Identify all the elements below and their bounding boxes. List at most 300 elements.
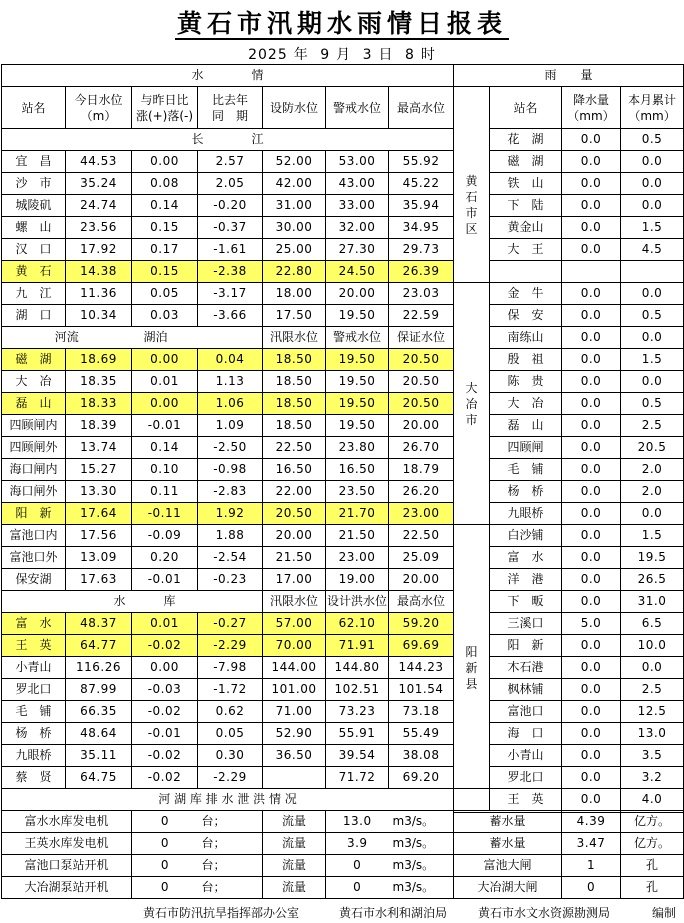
rain-month-total: 3.5 xyxy=(621,745,684,767)
yangtze-value: 17.50 xyxy=(263,305,326,327)
yangtze-value: 22.80 xyxy=(263,261,326,283)
storage-value: 4.39 xyxy=(562,811,621,833)
discharge-facility-name: 王英水库发电机 xyxy=(2,833,132,855)
lake-value: 20.00 xyxy=(263,525,326,547)
reservoir-value: -0.02 xyxy=(132,635,198,657)
discharge-flow-label: 流量 xyxy=(263,811,326,833)
reservoir-value: -2.29 xyxy=(198,767,263,789)
discharge-unit-count: 0 xyxy=(132,855,198,877)
lake-value: -0.01 xyxy=(132,569,198,591)
rain-station-name: 罗北口 xyxy=(490,767,562,789)
table-row xyxy=(2,393,454,415)
reservoir-station-name: 王 英 xyxy=(2,635,66,657)
lake-value: 0.01 xyxy=(132,371,198,393)
lake-value: 21.50 xyxy=(263,547,326,569)
rain-column-header: 本月累计 （mm） xyxy=(621,87,684,129)
discharge-flow-unit: m3/s。 xyxy=(389,855,454,877)
storage-label: 蓄水量 xyxy=(454,833,562,855)
lake-value: 18.50 xyxy=(263,393,326,415)
table-row xyxy=(2,525,454,547)
lake-value: 26.70 xyxy=(389,437,454,459)
reservoir-value: 73.18 xyxy=(389,701,454,723)
storage-label: 富池大闸 xyxy=(454,855,562,877)
lake-value: 26.20 xyxy=(389,481,454,503)
rain-month-total: 0.0 xyxy=(621,151,684,173)
footer-compiled: 编制 xyxy=(652,906,677,920)
rain-table xyxy=(453,64,684,813)
reservoir-value: 71.00 xyxy=(263,701,326,723)
rain-spacer-cell xyxy=(490,261,562,283)
table-row xyxy=(2,613,454,635)
yangtze-value: 35.24 xyxy=(66,173,132,195)
lake-value: 18.35 xyxy=(66,371,132,393)
rain-station-name: 大 冶 xyxy=(490,393,562,415)
footer-org-1: 黄石市防汛抗旱指挥部办公室 xyxy=(143,906,300,920)
reservoir-station-name: 毛 铺 xyxy=(2,701,66,723)
reservoir-value: 71.91 xyxy=(326,635,389,657)
yangtze-value: -1.61 xyxy=(198,239,263,261)
lake-header-flood-limit: 汛限水位 xyxy=(263,327,326,349)
lake-value: 20.50 xyxy=(389,371,454,393)
reservoir-value: 0.62 xyxy=(198,701,263,723)
discharge-unit-count: 0 xyxy=(132,811,198,833)
yangtze-value: 30.00 xyxy=(263,217,326,239)
yangtze-value: 43.00 xyxy=(326,173,389,195)
yangtze-value: 55.92 xyxy=(389,151,454,173)
yangtze-value: 18.00 xyxy=(263,283,326,305)
lake-header-guarantee: 保证水位 xyxy=(389,327,454,349)
lake-value: 20.50 xyxy=(389,393,454,415)
date-year-unit: 年 xyxy=(293,47,309,63)
lake-value: -2.54 xyxy=(198,547,263,569)
reservoir-value: -0.27 xyxy=(198,613,263,635)
reservoir-value: 64.77 xyxy=(66,635,132,657)
table-row xyxy=(2,723,454,745)
table-row xyxy=(454,65,684,87)
lake-value: 18.39 xyxy=(66,415,132,437)
discharge-header-blank xyxy=(454,789,684,811)
discharge-flow-label: 流量 xyxy=(263,877,326,899)
reservoir-header-flood-limit: 汛限水位 xyxy=(263,591,326,613)
rain-amount: 0.0 xyxy=(562,679,621,701)
rain-month-total: 0.5 xyxy=(621,305,684,327)
rain-month-total: 1.5 xyxy=(621,349,684,371)
lake-value: 17.63 xyxy=(66,569,132,591)
reservoir-value xyxy=(263,767,326,789)
lake-header-river: 河流 xyxy=(2,327,132,349)
table-row xyxy=(2,481,454,503)
reservoir-value: 39.54 xyxy=(326,745,389,767)
discharge-unit-label: 台； xyxy=(198,833,263,855)
reservoir-value: 38.08 xyxy=(389,745,454,767)
discharge-table xyxy=(1,788,684,899)
lake-value: 20.50 xyxy=(389,349,454,371)
yangtze-value: 0.15 xyxy=(132,261,198,283)
rain-station-name: 保 安 xyxy=(490,305,562,327)
lake-value: 19.50 xyxy=(326,415,389,437)
yangtze-value: -0.37 xyxy=(198,217,263,239)
table-row xyxy=(2,833,684,855)
reservoir-value: 101.54 xyxy=(389,679,454,701)
yangtze-value: 29.73 xyxy=(389,239,454,261)
lake-value: 22.00 xyxy=(263,481,326,503)
lake-value: 16.50 xyxy=(263,459,326,481)
lake-station-name: 富池口外 xyxy=(2,547,66,569)
table-row xyxy=(2,217,454,239)
lake-value: 19.50 xyxy=(326,393,389,415)
table-row xyxy=(2,811,684,833)
lake-value: 13.74 xyxy=(66,437,132,459)
reservoir-value: 57.00 xyxy=(263,613,326,635)
discharge-unit-count: 0 xyxy=(132,833,198,855)
table-row xyxy=(2,437,454,459)
discharge-flow-value: 13.0 xyxy=(326,811,389,833)
lake-value: -0.09 xyxy=(132,525,198,547)
yangtze-value: -0.20 xyxy=(198,195,263,217)
lake-value: 20.00 xyxy=(389,415,454,437)
lake-value: 13.09 xyxy=(66,547,132,569)
yangtze-value: 34.95 xyxy=(389,217,454,239)
yangtze-value: 0.05 xyxy=(132,283,198,305)
reservoir-value: 48.37 xyxy=(66,613,132,635)
lake-value: 18.33 xyxy=(66,393,132,415)
rain-month-total: 20.5 xyxy=(621,437,684,459)
discharge-unit-label: 台； xyxy=(198,855,263,877)
lake-value: 1.09 xyxy=(198,415,263,437)
discharge-facility-name: 富水水库发电机 xyxy=(2,811,132,833)
rain-month-total: 3.2 xyxy=(621,767,684,789)
rain-month-total: 6.5 xyxy=(621,613,684,635)
lake-value: 13.30 xyxy=(66,481,132,503)
water-table xyxy=(1,64,454,789)
rain-station-name: 铁 山 xyxy=(490,173,562,195)
yangtze-value: -2.38 xyxy=(198,261,263,283)
rain-amount: 0.0 xyxy=(562,173,621,195)
rain-station-name: 毛 铺 xyxy=(490,459,562,481)
storage-label: 大冶湖大闸 xyxy=(454,877,562,899)
rain-region-header-blank xyxy=(454,87,490,129)
lake-value: 22.50 xyxy=(263,437,326,459)
lake-value: 1.88 xyxy=(198,525,263,547)
rain-amount: 0.0 xyxy=(562,217,621,239)
lake-value: -0.01 xyxy=(132,415,198,437)
reservoir-station-name: 蔡 贤 xyxy=(2,767,66,789)
yangtze-value: 17.92 xyxy=(66,239,132,261)
storage-value: 3.47 xyxy=(562,833,621,855)
rain-station-name: 殷 祖 xyxy=(490,349,562,371)
reservoir-value: 144.23 xyxy=(389,657,454,679)
reservoir-value: 0.01 xyxy=(132,613,198,635)
reservoir-value: 55.91 xyxy=(326,723,389,745)
table-row xyxy=(2,305,454,327)
yangtze-value: 31.00 xyxy=(263,195,326,217)
yangtze-value: 24.74 xyxy=(66,195,132,217)
rain-amount: 0.0 xyxy=(562,327,621,349)
yangtze-value: 0.03 xyxy=(132,305,198,327)
lake-value: 18.79 xyxy=(389,459,454,481)
yangtze-value: 23.56 xyxy=(66,217,132,239)
rain-month-total: 0.5 xyxy=(621,393,684,415)
discharge-section-header: 河 湖 库 排 水 泄 洪 情 况 xyxy=(2,789,454,811)
lake-value: 18.50 xyxy=(263,371,326,393)
lake-station-name: 大 冶 xyxy=(2,371,66,393)
rain-month-total: 0.5 xyxy=(621,129,684,151)
reservoir-value: 0.00 xyxy=(132,657,198,679)
lake-value: 15.27 xyxy=(66,459,132,481)
rain-station-name: 磊 山 xyxy=(490,415,562,437)
rain-station-name: 花 湖 xyxy=(490,129,562,151)
rain-amount: 0.0 xyxy=(562,349,621,371)
yangtze-value: 0.00 xyxy=(132,151,198,173)
rain-month-total: 2.5 xyxy=(621,415,684,437)
rain-amount: 0.0 xyxy=(562,767,621,789)
lake-header-warning: 警戒水位 xyxy=(326,327,389,349)
reservoir-station-name: 杨 桥 xyxy=(2,723,66,745)
lake-value: 19.00 xyxy=(326,569,389,591)
rain-amount: 0.0 xyxy=(562,129,621,151)
discharge-flow-value: 0 xyxy=(326,877,389,899)
rain-spacer-cell xyxy=(562,261,621,283)
table-row xyxy=(2,701,454,723)
yangtze-value: 2.05 xyxy=(198,173,263,195)
lake-value: 0.10 xyxy=(132,459,198,481)
rain-column-header: 站名 xyxy=(490,87,562,129)
lake-value: 21.50 xyxy=(326,525,389,547)
storage-value: 0 xyxy=(562,877,621,899)
rain-amount: 0.0 xyxy=(562,459,621,481)
discharge-flow-unit: m3/s。 xyxy=(389,833,454,855)
rain-amount: 0.0 xyxy=(562,525,621,547)
rain-amount: 0.0 xyxy=(562,503,621,525)
rain-station-name: 枫林铺 xyxy=(490,679,562,701)
yangtze-station-name: 螺 山 xyxy=(2,217,66,239)
storage-label: 蓄水量 xyxy=(454,811,562,833)
rain-amount: 0.0 xyxy=(562,239,621,261)
rain-station-name: 阳 新 xyxy=(490,635,562,657)
table-row xyxy=(2,657,454,679)
storage-unit: 亿方。 xyxy=(621,811,684,833)
rain-station-name: 四顾闸 xyxy=(490,437,562,459)
yangtze-station-name: 沙 市 xyxy=(2,173,66,195)
lake-value: 1.13 xyxy=(198,371,263,393)
reservoir-value: 52.90 xyxy=(263,723,326,745)
rain-amount: 5.0 xyxy=(562,613,621,635)
discharge-flow-value: 3.9 xyxy=(326,833,389,855)
yangtze-value: 24.50 xyxy=(326,261,389,283)
lake-station-name: 富池口内 xyxy=(2,525,66,547)
lake-value: 17.00 xyxy=(263,569,326,591)
rain-amount: 0.0 xyxy=(562,723,621,745)
yangtze-value: 10.34 xyxy=(66,305,132,327)
table-row xyxy=(2,87,454,129)
rain-month-total: 13.0 xyxy=(621,723,684,745)
rain-station-name: 白沙铺 xyxy=(490,525,562,547)
reservoir-header-b: 库 xyxy=(132,591,263,613)
yangtze-value: 0.17 xyxy=(132,239,198,261)
rain-station-name: 富池口 xyxy=(490,701,562,723)
lake-station-name: 四顾闸内 xyxy=(2,415,66,437)
rain-amount: 0.0 xyxy=(562,305,621,327)
yangtze-value: 14.38 xyxy=(66,261,132,283)
storage-unit: 孔 xyxy=(621,877,684,899)
yangtze-station-name: 汉 口 xyxy=(2,239,66,261)
table-row xyxy=(454,525,684,547)
rain-month-total: 0.0 xyxy=(621,657,684,679)
rain-month-total: 2.0 xyxy=(621,459,684,481)
reservoir-value: 116.26 xyxy=(66,657,132,679)
rain-amount: 0.0 xyxy=(562,437,621,459)
yangtze-value: 2.57 xyxy=(198,151,263,173)
yangtze-value: 25.00 xyxy=(263,239,326,261)
reservoir-value: 0.05 xyxy=(198,723,263,745)
rain-month-total: 0.0 xyxy=(621,173,684,195)
table-row xyxy=(2,415,454,437)
rain-station-name: 三溪口 xyxy=(490,613,562,635)
discharge-facility-name: 富池口泵站开机 xyxy=(2,855,132,877)
table-row xyxy=(2,503,454,525)
table-row xyxy=(2,371,454,393)
discharge-flow-unit: m3/s。 xyxy=(389,811,454,833)
lake-station-name: 保安湖 xyxy=(2,569,66,591)
lake-value: 18.50 xyxy=(263,349,326,371)
lake-value: 17.56 xyxy=(66,525,132,547)
yangtze-value: 35.94 xyxy=(389,195,454,217)
rain-month-total: 0.0 xyxy=(621,371,684,393)
lake-value: -0.11 xyxy=(132,503,198,525)
rain-month-total: 0.0 xyxy=(621,327,684,349)
report-title xyxy=(0,4,684,40)
lake-value: 25.09 xyxy=(389,547,454,569)
table-row xyxy=(2,327,454,349)
rain-station-name: 王 英 xyxy=(490,789,562,811)
reservoir-header-max: 最高水位 xyxy=(389,591,454,613)
table-row xyxy=(2,349,454,371)
reservoir-value: 144.80 xyxy=(326,657,389,679)
reservoir-value: 70.00 xyxy=(263,635,326,657)
table-row xyxy=(2,173,454,195)
rain-station-name: 黄金山 xyxy=(490,217,562,239)
discharge-flow-unit: m3/s。 xyxy=(389,877,454,899)
lake-value: 0.11 xyxy=(132,481,198,503)
storage-value: 1 xyxy=(562,855,621,877)
reservoir-value: 0.30 xyxy=(198,745,263,767)
reservoir-value: 69.20 xyxy=(389,767,454,789)
reservoir-value: 48.64 xyxy=(66,723,132,745)
storage-unit: 孔 xyxy=(621,855,684,877)
table-row xyxy=(2,569,454,591)
discharge-facility-name: 大冶湖泵站开机 xyxy=(2,877,132,899)
table-row xyxy=(2,745,454,767)
reservoir-value: 62.10 xyxy=(326,613,389,635)
discharge-unit-label: 台； xyxy=(198,811,263,833)
rain-station-name: 下 畈 xyxy=(490,591,562,613)
reservoir-value: 35.11 xyxy=(66,745,132,767)
lake-value: 19.50 xyxy=(326,349,389,371)
yangtze-value: 0.15 xyxy=(132,217,198,239)
table-row xyxy=(2,679,454,701)
yangtze-value: 0.14 xyxy=(132,195,198,217)
lake-station-name: 海口闸外 xyxy=(2,481,66,503)
rain-month-total: 10.0 xyxy=(621,635,684,657)
date-day: 3 xyxy=(362,47,373,63)
rain-amount: 0.0 xyxy=(562,657,621,679)
rain-station-name: 杨 桥 xyxy=(490,481,562,503)
rain-station-name: 海 口 xyxy=(490,723,562,745)
yangtze-station-name: 九 江 xyxy=(2,283,66,305)
yangtze-value: 11.36 xyxy=(66,283,132,305)
yangtze-value: 32.00 xyxy=(326,217,389,239)
rain-station-name: 南练山 xyxy=(490,327,562,349)
rain-month-total: 12.5 xyxy=(621,701,684,723)
rain-month-total: 4.0 xyxy=(621,789,684,811)
table-row xyxy=(2,239,454,261)
reservoir-value: 66.35 xyxy=(66,701,132,723)
date-day-unit: 日 xyxy=(378,47,394,63)
rain-month-total: 2.0 xyxy=(621,481,684,503)
reservoir-value: 144.00 xyxy=(263,657,326,679)
rain-month-total: 1.5 xyxy=(621,525,684,547)
rain-amount: 0.0 xyxy=(562,393,621,415)
yangtze-value: -3.66 xyxy=(198,305,263,327)
rain-amount: 0.0 xyxy=(562,283,621,305)
lake-value: 0.20 xyxy=(132,547,198,569)
yangtze-value: -3.17 xyxy=(198,283,263,305)
rain-amount: 0.0 xyxy=(562,745,621,767)
rain-amount: 0.0 xyxy=(562,635,621,657)
rain-section-header: 雨 量 xyxy=(454,65,684,87)
rain-region-label: 黄石市区 xyxy=(454,129,490,283)
rain-station-name: 金 牛 xyxy=(490,283,562,305)
rain-station-name: 洋 港 xyxy=(490,569,562,591)
rain-month-total: 4.5 xyxy=(621,239,684,261)
table-row xyxy=(2,195,454,217)
lake-value: -0.23 xyxy=(198,569,263,591)
report-title-text: 黄石市汛期水雨情日报表 xyxy=(176,9,507,38)
reservoir-station-name: 罗北口 xyxy=(2,679,66,701)
rain-month-total: 2.5 xyxy=(621,679,684,701)
lake-value: 22.50 xyxy=(389,525,454,547)
water-column-header: 比去年 同 期 xyxy=(198,87,263,129)
reservoir-value: 71.72 xyxy=(326,767,389,789)
table-row xyxy=(2,283,454,305)
table-row xyxy=(454,129,684,151)
yangtze-value: 22.59 xyxy=(389,305,454,327)
rain-station-name: 木石港 xyxy=(490,657,562,679)
rain-column-header: 降水量 （mm） xyxy=(562,87,621,129)
water-column-header: 最高水位 xyxy=(389,87,454,129)
date-hour-unit: 时 xyxy=(420,47,436,63)
rain-month-total: 31.0 xyxy=(621,591,684,613)
yangtze-value: 20.00 xyxy=(326,283,389,305)
lake-value: 23.00 xyxy=(326,547,389,569)
yangtze-value: 53.00 xyxy=(326,151,389,173)
lake-value: 0.04 xyxy=(198,349,263,371)
yangtze-value: 45.22 xyxy=(389,173,454,195)
table-row xyxy=(2,151,454,173)
rain-amount: 0.0 xyxy=(562,789,621,811)
lake-value: 23.50 xyxy=(326,481,389,503)
lake-value: 18.50 xyxy=(263,415,326,437)
lake-value: 23.80 xyxy=(326,437,389,459)
reservoir-value: 73.23 xyxy=(326,701,389,723)
lake-value: 1.92 xyxy=(198,503,263,525)
lake-value: 21.70 xyxy=(326,503,389,525)
rain-month-total: 26.5 xyxy=(621,569,684,591)
rain-spacer-cell xyxy=(621,261,684,283)
water-section-header: 水 情 xyxy=(2,65,454,87)
yangtze-value: 42.00 xyxy=(263,173,326,195)
yangtze-value: 23.03 xyxy=(389,283,454,305)
